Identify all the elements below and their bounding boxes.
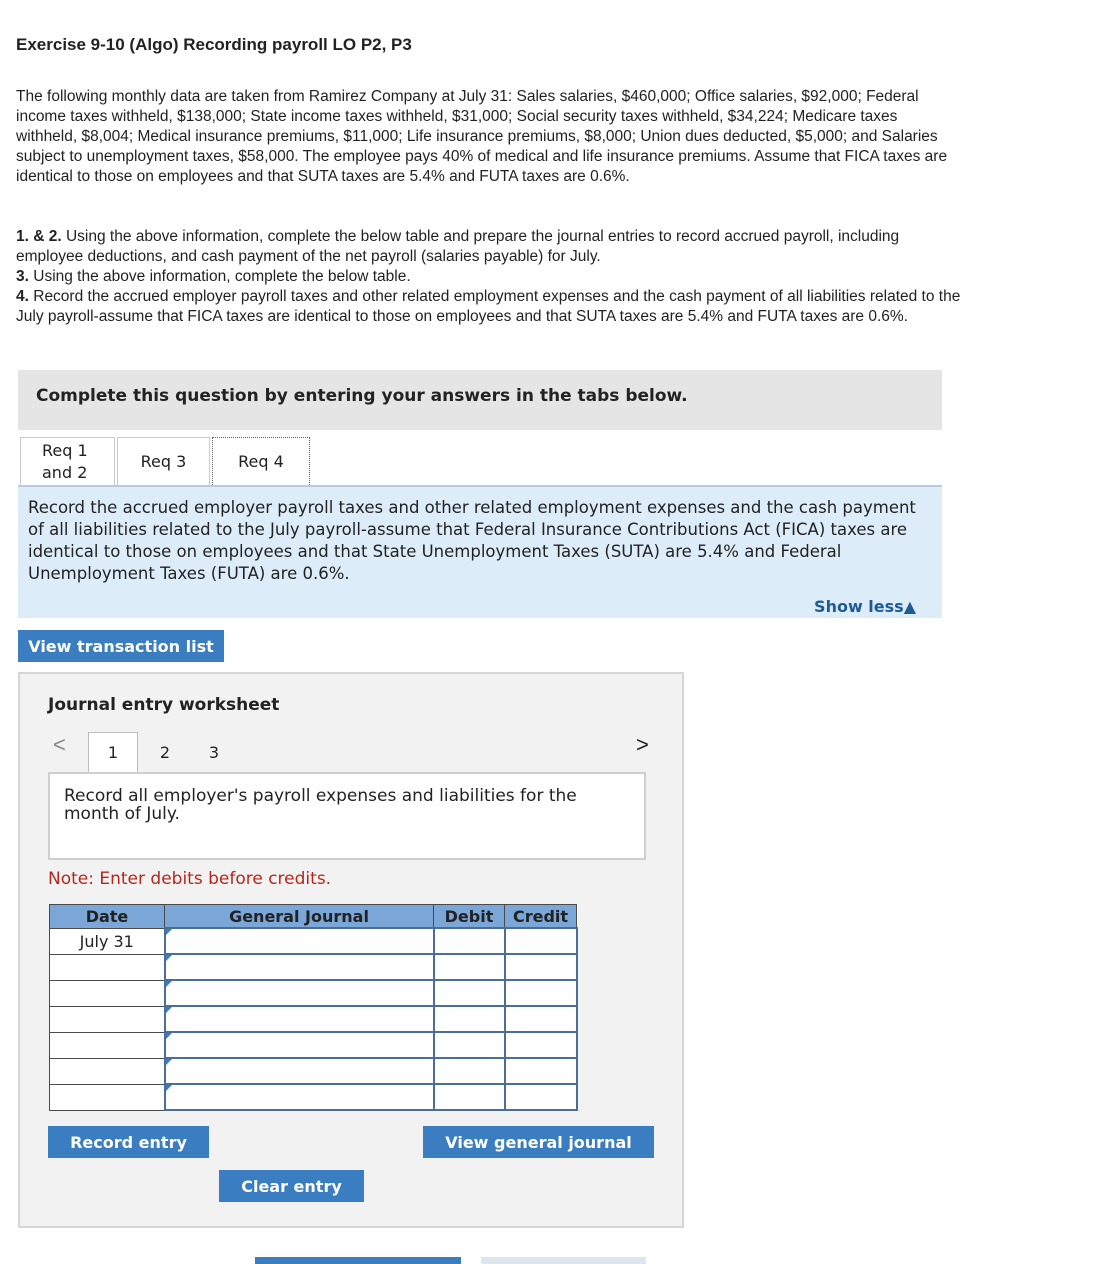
date-cell — [50, 954, 165, 980]
table-row — [50, 928, 577, 954]
worksheet-title: Journal entry worksheet — [48, 695, 280, 715]
tab-req-3[interactable] — [117, 437, 210, 485]
account-select-cell[interactable] — [165, 1058, 434, 1084]
requirement-number: 4. — [16, 288, 29, 305]
account-select-cell[interactable] — [165, 1084, 434, 1110]
page-3-tab[interactable]: 3 — [208, 742, 220, 762]
debit-input[interactable] — [435, 955, 504, 979]
debit-input-cell[interactable] — [434, 1032, 505, 1058]
intro-paragraph: The following monthly data are taken from Ramirez Company at July 31: Sales salaries, $460,000; Office salaries, $92,000; Federal income taxes withheld, $138,000; State income taxes withheld, $31,000; Social security taxes withheld, $34,224; Medicare taxes withheld, $8,004; Medical insurance premiums, $11,000; Life insurance premiums, $8,000; Union dues deducted, $5,000; and Salaries subject to unemployment taxes, $58,000. The employee pays 40% of medical and life insurance premiums. Assume that FICA taxes are identical to those on employees and that SUTA taxes are 5.4% and FUTA taxes are 0.6%. — [16, 88, 948, 185]
date-column-header: Date — [50, 905, 165, 929]
tab-label: Req 4 — [238, 452, 284, 471]
table-row — [50, 1032, 577, 1058]
credit-input-cell[interactable] — [505, 1032, 577, 1058]
credit-input-cell[interactable] — [505, 1084, 577, 1110]
requirement-text: Record the accrued employer payroll taxes and other related employment expenses and the cash payment of all liabilities related to the July payroll-assume that FICA taxes are identical to those on employees and that SUTA taxes are 5.4% and FUTA taxes are 0.6%. — [16, 288, 961, 325]
journal-table — [49, 904, 578, 1111]
dropdown-indicator-icon — [166, 1007, 172, 1013]
table-row — [50, 1084, 577, 1110]
bottom-nav-button-partial[interactable] — [255, 1257, 461, 1264]
tab-description-panel — [18, 487, 942, 618]
credit-input[interactable] — [506, 1007, 576, 1031]
date-cell — [50, 1006, 165, 1032]
record-entry-button[interactable]: Record entry — [48, 1126, 209, 1158]
debit-credit-note: Note: Enter debits before credits. — [48, 869, 332, 889]
debit-input[interactable] — [435, 1007, 504, 1031]
credit-input-cell[interactable] — [505, 980, 577, 1006]
debit-column-header: Debit — [434, 905, 505, 929]
debit-input-cell[interactable] — [434, 928, 505, 954]
dropdown-indicator-icon — [166, 1033, 172, 1039]
exercise-title: Exercise 9-10 (Algo) Recording payroll LO P2, P3 — [16, 35, 412, 54]
table-row — [50, 980, 577, 1006]
requirement-3 — [16, 267, 961, 287]
tab-label-line1: Req 1 — [42, 440, 88, 460]
credit-input-cell[interactable] — [505, 928, 577, 954]
entry-description-box — [48, 772, 646, 860]
credit-input-cell[interactable] — [505, 954, 577, 980]
credit-input-cell[interactable] — [505, 1006, 577, 1032]
requirement-1-2 — [16, 227, 961, 267]
debit-input[interactable] — [435, 929, 504, 953]
debit-input-cell[interactable] — [434, 1006, 505, 1032]
view-transaction-list-button[interactable]: View transaction list — [18, 630, 224, 662]
date-cell: July 31 — [50, 928, 165, 954]
view-general-journal-button[interactable]: View general journal — [423, 1126, 654, 1158]
bottom-nav-button-partial-disabled — [481, 1257, 646, 1264]
debit-input[interactable] — [435, 1033, 504, 1057]
account-select-cell[interactable] — [165, 954, 434, 980]
dropdown-indicator-icon — [166, 1085, 172, 1091]
show-less-link[interactable]: Show less▲ — [814, 597, 916, 616]
date-cell — [50, 980, 165, 1006]
requirement-text: Using the above information, complete the below table and prepare the journal entries to record accrued payroll, including employee deductions, and cash payment of the net payroll (salaries payable) for July. — [16, 228, 900, 265]
dropdown-indicator-icon — [166, 1059, 172, 1065]
account-select-cell[interactable] — [165, 980, 434, 1006]
tab-label: Req 3 — [140, 452, 187, 471]
dropdown-indicator-icon — [166, 929, 172, 935]
dropdown-indicator-icon — [166, 981, 172, 987]
date-cell — [50, 1084, 165, 1110]
debit-input[interactable] — [435, 1059, 504, 1083]
debit-input-cell[interactable] — [434, 1084, 505, 1110]
requirement-4 — [16, 287, 961, 327]
credit-input[interactable] — [506, 1033, 576, 1057]
credit-input-cell[interactable] — [505, 1058, 577, 1084]
account-select-cell[interactable] — [165, 928, 434, 954]
tab-description-text: Record the accrued employer payroll taxes and other related employment expenses and the cash payment of all liabilities related to the July payroll-assume that Federal Insurance Contributions Act (FICA) taxes are identical to those on employees and that State Unemployment Taxes (SUTA) are 5.4% and Federal Unemployment Taxes (FUTA) are 0.6%. — [28, 498, 916, 583]
debit-input-cell[interactable] — [434, 1058, 505, 1084]
debit-input[interactable] — [435, 1085, 504, 1109]
debit-input[interactable] — [435, 981, 504, 1005]
entry-description-text: Record all employer's payroll expenses and liabilities for the month of July. — [64, 786, 577, 824]
credit-column-header: Credit — [505, 905, 577, 929]
credit-input[interactable] — [506, 981, 576, 1005]
instruction-text: Complete this question by entering your answers in the tabs below. — [36, 386, 688, 406]
date-cell — [50, 1032, 165, 1058]
credit-input[interactable] — [506, 929, 576, 953]
account-select-cell[interactable] — [165, 1032, 434, 1058]
clear-entry-button[interactable]: Clear entry — [219, 1170, 364, 1202]
requirements-list — [16, 227, 961, 327]
table-row — [50, 954, 577, 980]
prev-page-chevron-icon[interactable]: < — [53, 732, 66, 757]
debit-input-cell[interactable] — [434, 980, 505, 1006]
journal-entry-worksheet — [18, 672, 684, 1228]
tab-label-line2: and 2 — [42, 462, 88, 482]
credit-input[interactable] — [506, 955, 576, 979]
page-1-tab[interactable]: 1 — [88, 732, 138, 772]
table-row — [50, 1006, 577, 1032]
debit-input-cell[interactable] — [434, 954, 505, 980]
date-cell — [50, 1058, 165, 1084]
requirement-text: Using the above information, complete the below table. — [28, 268, 411, 285]
requirement-number: 3. — [16, 268, 29, 285]
credit-input[interactable] — [506, 1085, 576, 1109]
tab-req-4[interactable] — [212, 437, 310, 485]
general-journal-column-header: General Journal — [165, 905, 434, 929]
table-row — [50, 1058, 577, 1084]
next-page-chevron-icon[interactable]: > — [636, 732, 649, 757]
instruction-banner — [18, 370, 942, 430]
credit-input[interactable] — [506, 1059, 576, 1083]
tab-req-1-and-2[interactable] — [20, 437, 115, 485]
dropdown-indicator-icon — [166, 955, 172, 961]
account-select-cell[interactable] — [165, 1006, 434, 1032]
page-2-tab[interactable]: 2 — [159, 742, 171, 762]
requirement-number: 1. & 2. — [16, 228, 62, 245]
